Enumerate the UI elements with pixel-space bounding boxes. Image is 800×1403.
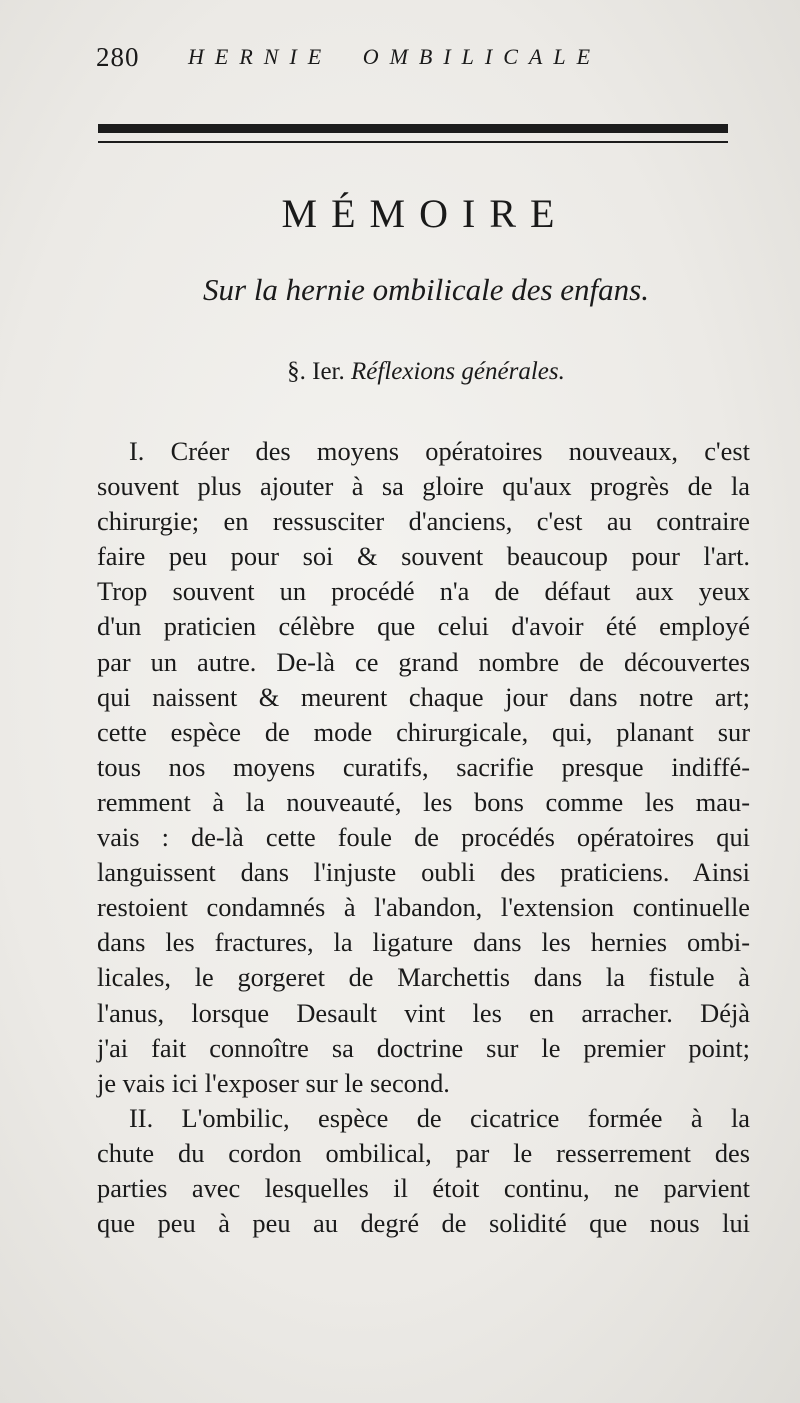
text-line: remment à la nouveauté, les bons comme les mau- xyxy=(97,786,750,817)
text-line: languissent dans l'injuste oubli des praticiens. Ainsi xyxy=(97,857,750,888)
text-line: cette espèce de mode chirurgicale, qui, planant sur xyxy=(97,716,750,747)
thick-rule xyxy=(98,124,728,133)
page-number: 280 xyxy=(96,42,140,72)
memoir-title: MÉMOIRE xyxy=(281,191,569,236)
text-line: que peu à peu au degré de solidité que nous lui xyxy=(97,1208,750,1239)
text-line: parties avec lesquelles il étoit continu, ne parvient xyxy=(97,1172,750,1203)
text-line: II. L'ombilic, espèce de cicatrice formée à la xyxy=(129,1102,750,1133)
running-title: HERNIE OMBILICALE xyxy=(188,44,602,69)
text-line: vais : de-là cette foule de procédés opératoires qui xyxy=(97,822,750,853)
text-line: Trop souvent un procédé n'a de défaut aux yeux xyxy=(97,576,750,607)
section-heading xyxy=(0,358,800,386)
running-head xyxy=(96,42,736,82)
section-title: Réflexions générales. xyxy=(351,358,565,385)
text-line: je vais ici l'exposer sur le second. xyxy=(97,1067,450,1098)
text-line: souvent plus ajouter à sa gloire qu'aux progrès de la xyxy=(97,471,750,502)
text-line: qui naissent & meurent chaque jour dans notre art; xyxy=(97,681,750,712)
text-line: par un autre. De-là ce grand nombre de découvertes xyxy=(97,646,750,677)
thin-rule xyxy=(98,141,728,143)
memoir-subtitle: Sur la hernie ombilicale des enfans. xyxy=(203,272,649,307)
body-text xyxy=(97,434,750,1241)
text-line: chirurgie; en ressusciter d'anciens, c'est au contraire xyxy=(97,506,750,537)
header-double-rule xyxy=(98,122,728,150)
text-line: restoient condamnés à l'abandon, l'extension continuelle xyxy=(97,892,750,923)
text-line: I. Créer des moyens opératoires nouveaux, c'est xyxy=(129,436,750,466)
text-line: licales, le gorgeret de Marchettis dans la fistule à xyxy=(97,962,750,993)
text-line: dans les fractures, la ligature dans les hernies ombi- xyxy=(97,927,750,958)
text-line: j'ai fait connoître sa doctrine sur le premier point; xyxy=(97,1032,750,1063)
text-line: faire peu pour soi & souvent beaucoup pour l'art. xyxy=(97,541,750,572)
text-line: chute du cordon ombilical, par le resserrement des xyxy=(97,1137,750,1168)
text-line: tous nos moyens curatifs, sacrifie presque indiffé- xyxy=(97,751,750,782)
section-number: §. Ier. xyxy=(287,358,345,385)
text-line: d'un praticien célèbre que celui d'avoir été employé xyxy=(97,611,750,642)
text-line: l'anus, lorsque Desault vint les en arracher. Déjà xyxy=(97,997,750,1028)
